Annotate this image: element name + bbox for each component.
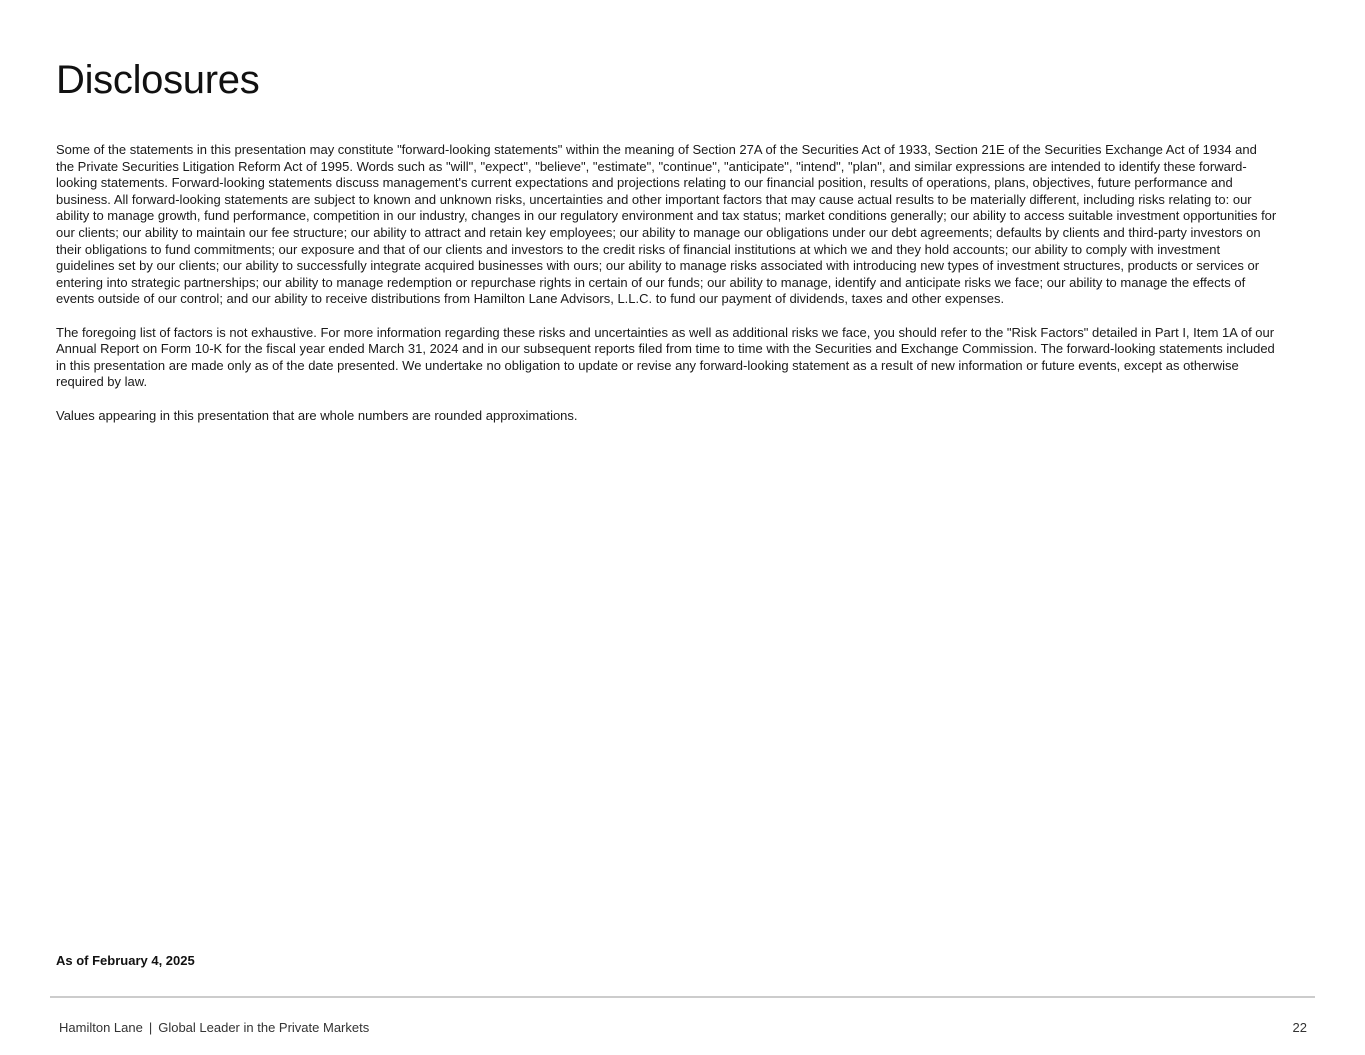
footer-branding bbox=[59, 1020, 369, 1035]
paragraph-rounding: Values appearing in this presentation that are whole numbers are rounded approximations. bbox=[56, 407, 578, 423]
paragraph-forward-looking: Some of the statements in this presentation may constitute "forward-looking statements" within the meaning of Section 27A of the Securities Act of 1933, Section 21E of the Securities Exchange Act of 1934 and the Private Securities Litigation Reform Act of 1995. Words such as "will", "expect", "believe", "estimate", "continue", "anticipate", "intend", "plan", and similar expressions are intended to identify these forward-looking statements. Forward-looking statements discuss management's current expectations and projections relating to our financial position, results of operations, plans, objectives, future performance and business. All forward-looking statements are subject to known and unknown risks, uncertainties and other important factors that may cause actual results to be materially different, including risks relating to: our ability to manage growth, fund performance, competition in our industry, changes in our regulatory environment and tax status; market conditions generally; our ability to access suitable investment opportunities for our clients; our ability to maintain our fee structure; our ability to attract and retain key employees; our ability to manage our obligations under our debt agreements; defaults by clients and third-party investors on their obligations to fund commitments; our exposure and that of our clients and investors to the credit risks of financial institutions at which we and they hold accounts; our ability to comply with investment guidelines set by our clients; our ability to successfully integrate acquired businesses with ours; our ability to manage risks associated with introducing new types of investment structures, products or services or entering into strategic partnerships; our ability to manage redemption or repurchase rights in certain of our funds; our ability to manage, identify and anticipate risks we face; our ability to manage the effects of events outside of our control; and our ability to receive distributions from Hamilton Lane Advisors, L.L.C. to fund our payment of dividends, taxes and other expenses. bbox=[56, 142, 1277, 307]
as-of-date: As of February 4, 2025 bbox=[56, 953, 195, 968]
footer-divider bbox=[50, 996, 1315, 998]
page-title: Disclosures bbox=[56, 58, 260, 102]
page-number: 22 bbox=[1292, 1020, 1307, 1035]
paragraph-risk-factors: The foregoing list of factors is not exhaustive. For more information regarding these risks and uncertainties as well as additional risks we face, you should refer to the "Risk Factors" detailed in Part I, Item 1A of our Annual Report on Form 10-K for the fiscal year ended March 31, 2024 and in our subsequent reports filed from time to time with the Securities and Exchange Commission. The forward-looking statements included in this presentation are made only as of the date presented. We undertake no obligation to update or revise any forward-looking statement as a result of new information or future events, except as otherwise required by law. bbox=[56, 324, 1275, 390]
footer-tagline: Global Leader in the Private Markets bbox=[158, 1020, 370, 1035]
disclosure-body bbox=[56, 142, 1278, 441]
footer-separator: | bbox=[148, 1020, 153, 1035]
footer-company: Hamilton Lane bbox=[59, 1020, 143, 1035]
